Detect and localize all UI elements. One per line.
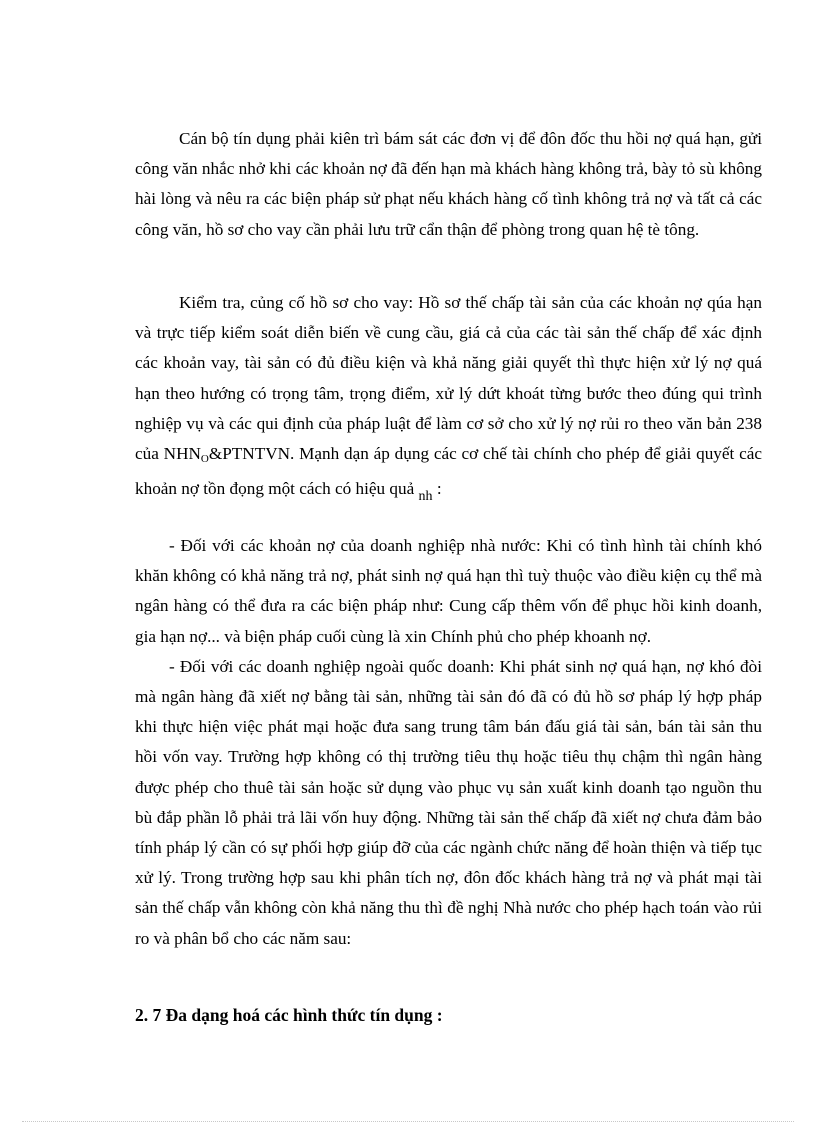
bullet-state-enterprises-block	[135, 531, 762, 954]
paragraph-loan-review-text-1: Kiểm tra, củng cố hồ sơ cho vay: Hồ sơ thế chấp tài sản của các khoản nợ qúa hạn và trực tiếp kiểm soát diễn biến về cung cầu, giá cả của các tài sản thế chấp để xác định các khoản vay, tài sản có đủ điều kiện và khả năng giải quyết thì thực hiện xử lý nợ quá hạn theo hướng có trọng tâm, trọng điểm, xử lý dứt khoát từng bước theo đúng qui trình nghiệp vụ và các qui định của pháp luật để làm cơ sở cho xử lý nợ rủi ro theo văn bản 238 của NHN	[135, 293, 762, 464]
bullet-state-enterprises: - Đối với các khoản nợ của doanh nghiệp nhà nước: Khi có tình hình tài chính khó khăn không có khả năng trả nợ, phát sinh nợ quá hạn thì tuỳ thuộc vào điều kiện cụ thể mà ngân hàng có thể đưa ra các biện pháp như: Cung cấp thêm vốn để phục hồi kinh doanh, gia hạn nợ... và biện pháp cuối cùng là xin Chính phủ cho phép khoanh nợ.	[135, 536, 762, 646]
paragraph-debt-recovery: Cán bộ tín dụng phải kiên trì bám sát các đơn vị để đôn đốc thu hồi nợ quá hạn, gửi công văn nhắc nhở khi các khoản nợ đã đến hạn mà khách hàng không trả, bày tỏ sù không hài lòng và nêu ra các biện pháp sử phạt nếu khách hàng cố tình không trả nợ và tất cả các công văn, hồ sơ cho vay cần phải lưu trữ cẩn thận để phòng trong quan hệ tè tông.	[135, 129, 762, 239]
subscript-nh: nh	[418, 489, 433, 505]
section-heading: 2. 7 Đa dạng hoá các hình thức tín dụng :	[135, 1005, 443, 1025]
page-bottom-divider	[22, 1121, 794, 1122]
paragraph-loan-review	[135, 288, 762, 512]
paragraph-loan-review-text-3: :	[432, 479, 442, 499]
bullet-non-state-enterprises: - Đối với các doanh nghiệp ngoài quốc doanh: Khi phát sinh nợ quá hạn, nợ khó đòi mà ngân hàng đã xiết nợ bằng tài sản, những tài sản đó đã có đủ hồ sơ pháp lý hợp pháp khi thực hiện việc phát mại hoặc đưa sang trung tâm bán đấu giá tài sản, bán tài sản thu hồi vốn vay. Trường hợp không có thị trường tiêu thụ hoặc tiêu thụ chậm thì ngân hàng được phép cho thuê tài sản hoặc sử dụng vào phục vụ sản xuất kinh doanh tạo nguồn thu bù đắp phần lỗ phải trả lãi vốn huy động. Những tài sản thế chấp đã xiết nợ chưa đảm bảo tính pháp lý cần có sự phối hợp giúp đỡ của các ngành chức năng để hoàn thiện và tiếp tục xử lý. Trong trường hợp sau khi phân tích nợ, đôn đốc khách hàng trả nợ và phát mại tài sản thế chấp vẫn không còn khả năng thu thì đề nghị Nhà nước cho phép hạch toán vào rủi ro và phân bổ cho các năm sau:	[135, 656, 762, 948]
paragraph-loan-review-block	[135, 288, 762, 512]
paragraph-loan-review-text-2: &PTNTVN. Mạnh dạn áp dụng các cơ chế tài chính cho phép để giải quyết các khoản nợ tồn đọng một cách có hiệu quả	[135, 444, 762, 499]
paragraph-debt-recovery-block	[135, 124, 762, 245]
subscript-o: O	[200, 453, 209, 466]
